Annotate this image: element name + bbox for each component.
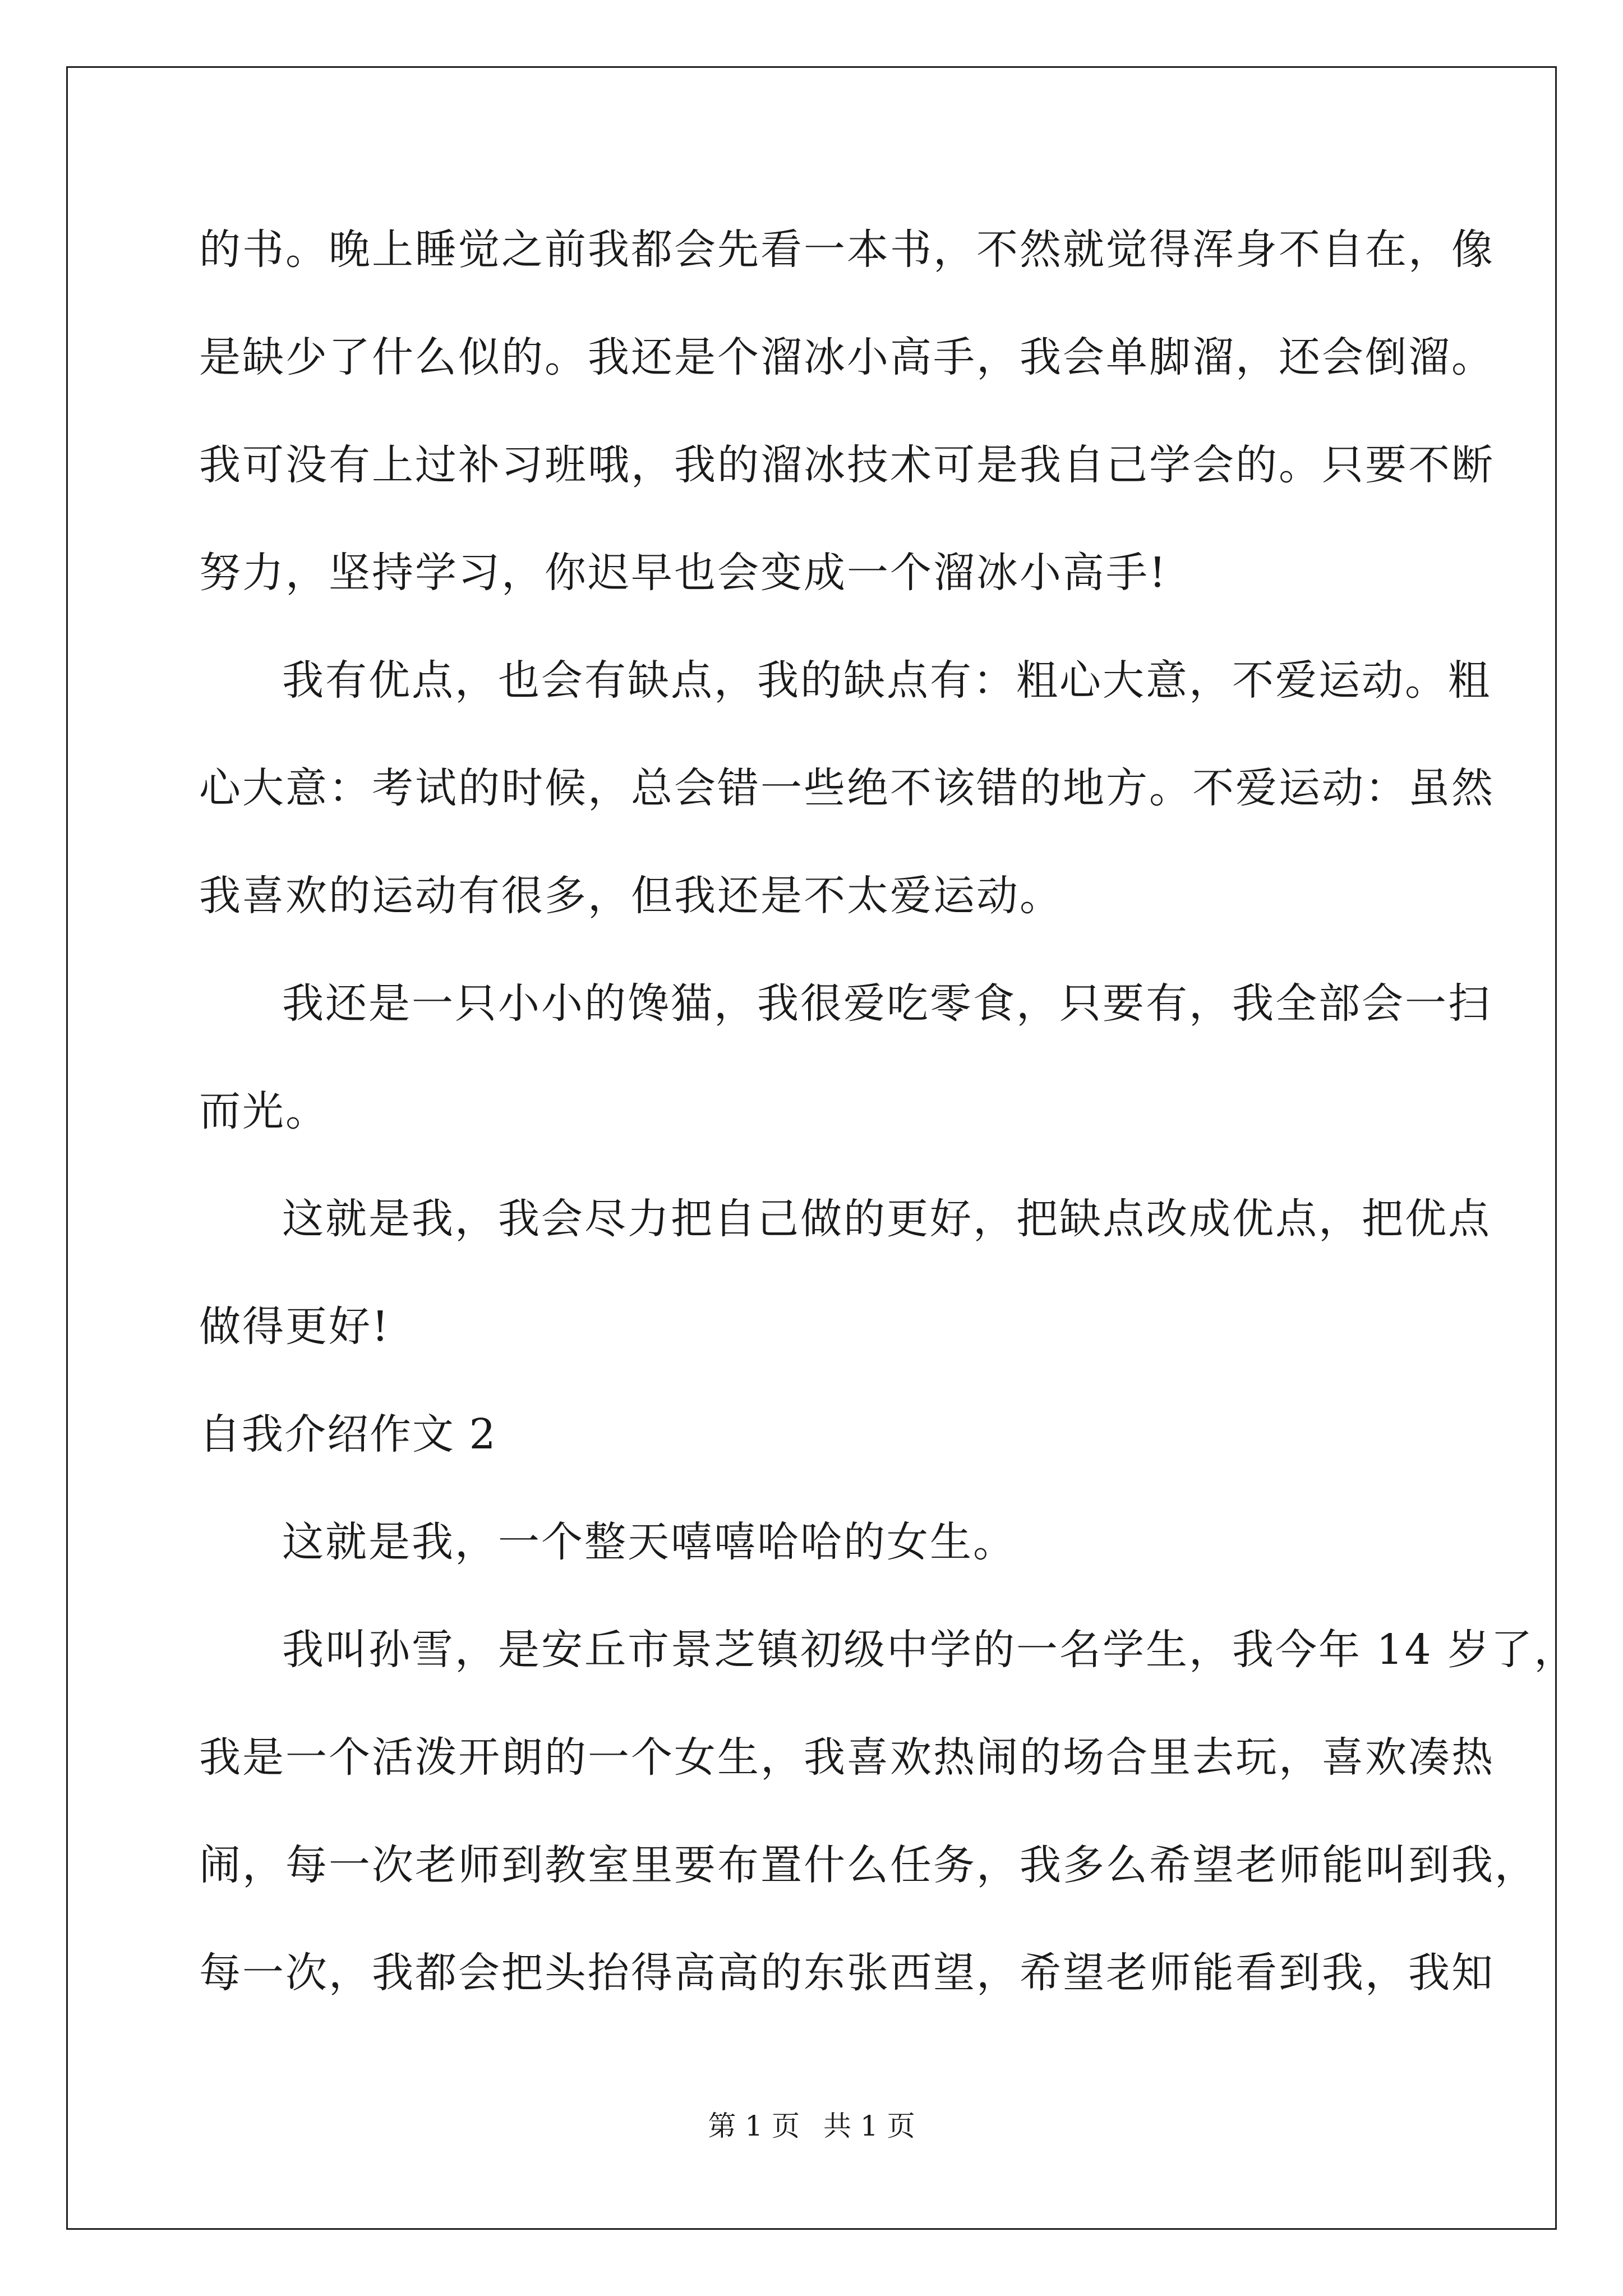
section-heading: 自我介绍作文 2	[199, 1410, 497, 1458]
paragraph-start-line: 我叫孙雪，是安丘市景芝镇初级中学的一名学生，我今年 14 岁了，	[282, 1626, 1578, 1674]
paragraph-start-line: 这就是我，我会尽力把自己做的更好，把缺点改成优点，把优点	[282, 1195, 1491, 1243]
page-number-current: 第 1 页	[708, 2110, 800, 2142]
text-line: 努力，坚持学习，你迟早也会变成一个溜冰小高手!	[199, 549, 1168, 597]
text-line: 是缺少了什么似的。我还是个溜冰小高手，我会单脚溜，还会倒溜。	[199, 333, 1495, 381]
document-body	[199, 216, 1578, 2047]
text-line: 闹，每一次老师到教室里要布置什么任务，我多么希望老师能叫到我，	[199, 1841, 1538, 1889]
paragraph-start-line: 我有优点，也会有缺点，我的缺点有：粗心大意，不爱运动。粗	[282, 656, 1491, 705]
text-line: 每一次，我都会把头抬得高高的东张西望，希望老师能看到我，我知	[199, 1949, 1495, 1997]
text-line: 我可没有上过补习班哦，我的溜冰技术可是我自己学会的。只要不断	[199, 441, 1495, 489]
text-line: 我喜欢的运动有很多，但我还是不太爱运动。	[199, 872, 1063, 920]
text-line: 的书。晚上睡觉之前我都会先看一本书，不然就觉得浑身不自在，像	[199, 226, 1495, 274]
page-footer	[0, 2109, 1623, 2143]
paragraph-start-line: 我还是一只小小的馋猫，我很爱吃零食，只要有，我全部会一扫	[282, 979, 1491, 1028]
text-line: 心大意：考试的时候，总会错一些绝不该错的地方。不爱运动：虽然	[199, 764, 1495, 812]
text-line: 而光。	[199, 1087, 329, 1135]
text-line: 做得更好!	[199, 1303, 390, 1351]
page-number-total: 共 1 页	[823, 2110, 915, 2142]
paragraph-start-line: 这就是我，一个整天嘻嘻哈哈的女生。	[282, 1518, 1016, 1566]
text-line: 我是一个活泼开朗的一个女生，我喜欢热闹的场合里去玩，喜欢凑热	[199, 1733, 1495, 1782]
